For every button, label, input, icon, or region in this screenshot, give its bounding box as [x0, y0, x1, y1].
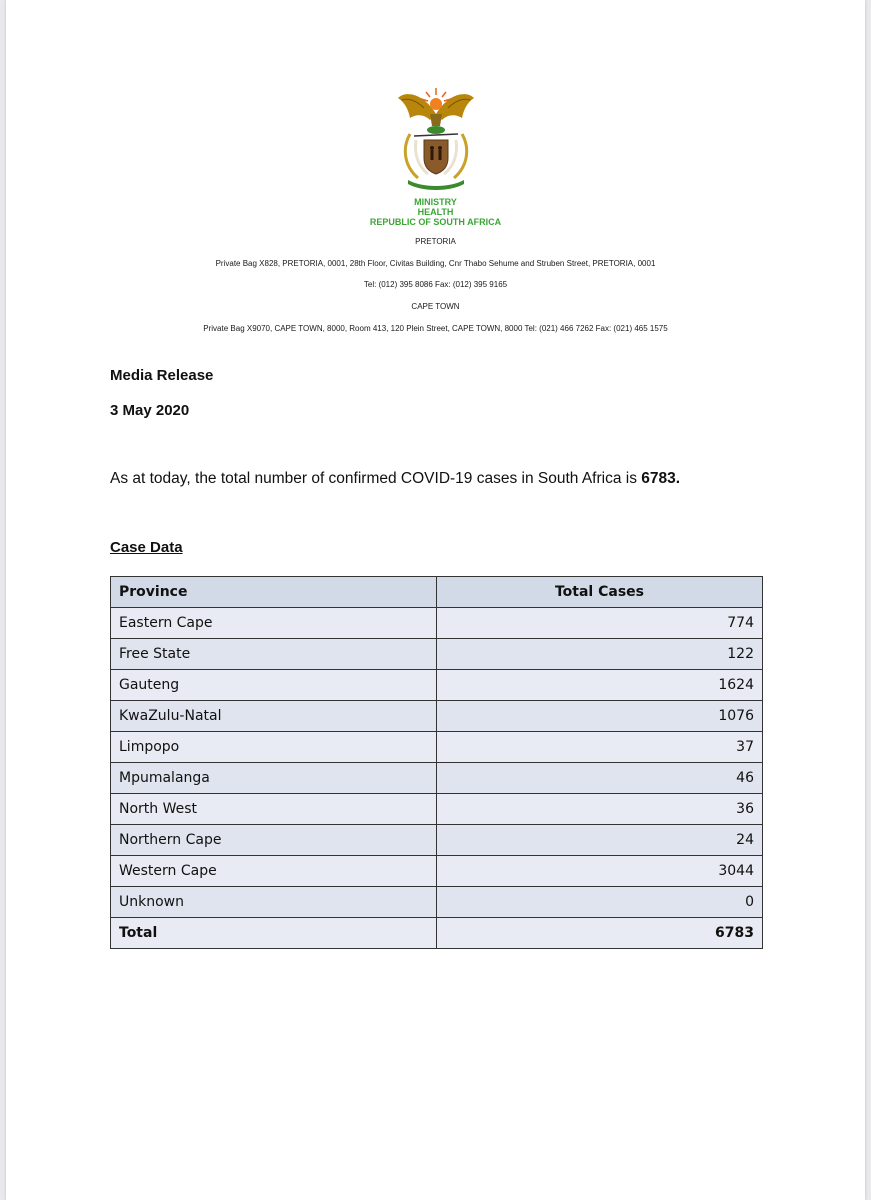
cases-cell: 774 — [437, 608, 763, 639]
total-row — [111, 918, 763, 949]
table-row — [111, 608, 763, 639]
pretoria-label: PRETORIA — [415, 237, 456, 246]
table-header-row — [111, 577, 763, 608]
capetown-label: CAPE TOWN — [411, 302, 460, 311]
table-row — [111, 763, 763, 794]
release-type: Media Release — [110, 367, 214, 384]
cases-cell: 3044 — [437, 856, 763, 887]
case-data-table — [110, 576, 763, 949]
table-row — [111, 856, 763, 887]
ministry-line-1: MINISTRY — [414, 197, 457, 207]
province-cell: Limpopo — [111, 732, 437, 763]
cases-cell: 0 — [437, 887, 763, 918]
province-cell: Mpumalanga — [111, 763, 437, 794]
cases-cell: 46 — [437, 763, 763, 794]
intro-text: As at today, the total number of confirmed COVID-19 cases in South Africa is — [110, 470, 642, 487]
table-row — [111, 732, 763, 763]
cases-cell: 1624 — [437, 670, 763, 701]
table-row — [111, 701, 763, 732]
cases-cell: 1076 — [437, 701, 763, 732]
table-row — [111, 825, 763, 856]
intro-total: 6783. — [641, 470, 681, 487]
province-cell: Unknown — [111, 887, 437, 918]
province-cell: North West — [111, 794, 437, 825]
total-cases-column-header: Total Cases — [437, 577, 763, 608]
table-row — [111, 794, 763, 825]
province-cell: Eastern Cape — [111, 608, 437, 639]
case-data-title: Case Data — [110, 539, 183, 556]
ministry-line-2: HEALTH — [417, 207, 454, 217]
province-cell: KwaZulu-Natal — [111, 701, 437, 732]
province-cell: Gauteng — [111, 670, 437, 701]
coat-of-arms-logo — [394, 84, 478, 192]
cases-cell: 122 — [437, 639, 763, 670]
cases-cell: 37 — [437, 732, 763, 763]
table-row — [111, 639, 763, 670]
total-value-cell: 6783 — [437, 918, 763, 949]
province-cell: Free State — [111, 639, 437, 670]
pretoria-address: Private Bag X828, PRETORIA, 0001, 28th Floor, Civitas Building, Cnr Thabo Sehume and Struben Street, PRETORIA, 0001 — [215, 259, 656, 268]
province-cell: Western Cape — [111, 856, 437, 887]
capetown-address: Private Bag X9070, CAPE TOWN, 8000, Room 413, 120 Plein Street, CAPE TOWN, 8000 Tel: (021) 466 7262 Fax: (021) 465 1575 — [203, 324, 668, 333]
pretoria-contact: Tel: (012) 395 8086 Fax: (012) 395 9165 — [363, 280, 508, 289]
table-row — [111, 670, 763, 701]
cases-cell: 36 — [437, 794, 763, 825]
province-cell: Northern Cape — [111, 825, 437, 856]
release-date: 3 May 2020 — [110, 402, 190, 419]
province-column-header: Province — [111, 577, 437, 608]
table-row — [111, 887, 763, 918]
cases-cell: 24 — [437, 825, 763, 856]
intro-paragraph — [110, 470, 680, 488]
ministry-line-3: REPUBLIC OF SOUTH AFRICA — [369, 217, 502, 227]
total-label-cell: Total — [111, 918, 437, 949]
